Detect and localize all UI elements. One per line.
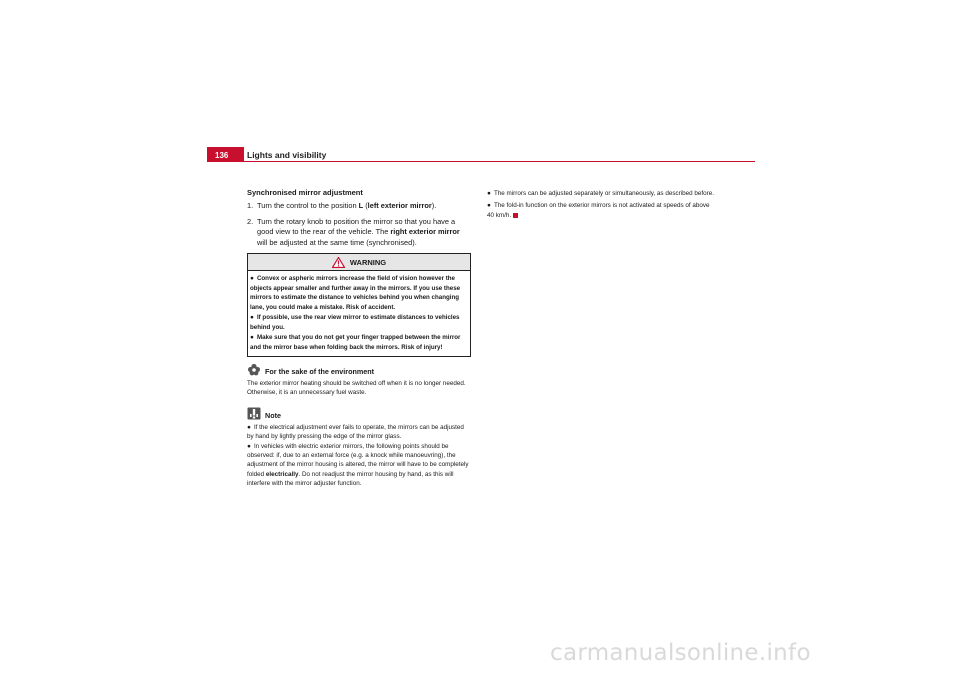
step-number: 2. — [247, 216, 254, 226]
note-item-text: . Do not readjust the mirror housing by hand, as this will interfere with the mirror adjuster function. — [247, 470, 454, 488]
warning-item-text: If possible, use the rear view mirror to estimate distances to vehicles behind you. — [250, 314, 460, 331]
left-column — [247, 188, 471, 489]
step-number: 1. — [247, 201, 254, 210]
list-item — [487, 189, 715, 198]
warning-header — [248, 254, 470, 271]
header-rule — [207, 161, 755, 162]
warning-body — [248, 271, 470, 356]
bullet-icon: ● — [487, 190, 491, 197]
step-bold: L — [358, 201, 364, 210]
section-end-icon — [513, 213, 518, 218]
bullet-icon: ● — [250, 314, 254, 321]
step-item — [247, 201, 471, 212]
running-title: Lights and visibility — [247, 150, 327, 160]
bullet-icon: ● — [247, 423, 251, 431]
step-item — [247, 217, 471, 249]
step-text: ( — [363, 201, 368, 210]
steps-list — [247, 201, 471, 248]
watermark: carmanualsonline.info — [550, 640, 811, 666]
bullet-icon: ● — [247, 442, 251, 450]
step-text: Turn the rotary knob to position the mirror so that you have a good view to the rear of the vehicle. The — [257, 216, 456, 236]
section-title: Synchronised mirror adjustment — [247, 188, 363, 197]
note-item-bold: electrically — [265, 470, 299, 478]
warning-item-text: Make sure that you do not get your finger trapped between the mirror and the mirror base when folding back the mirrors. Risk of injury! — [250, 334, 461, 351]
note-title: Note — [265, 410, 281, 420]
step-text: will be adjusted at the same time (synchronised). — [257, 237, 417, 247]
note-icon — [247, 407, 261, 420]
step-bold: right exterior mirror — [390, 227, 460, 236]
list-item-text: The fold-in function on the exterior mirrors is not activated at speeds of above 40 km/h. — [487, 202, 710, 219]
note-item — [247, 423, 471, 442]
bullet-icon: ● — [250, 275, 254, 282]
bullet-icon: ● — [250, 334, 254, 341]
warning-item — [250, 333, 468, 352]
note-heading — [247, 407, 471, 420]
warning-label: WARNING — [349, 257, 387, 267]
environment-heading — [247, 363, 471, 376]
step-bold: left exterior mirror — [367, 201, 432, 210]
warning-triangle-icon — [332, 257, 345, 268]
note-item-text: If the electrical adjustment ever fails to operate, the mirrors can be adjusted by hand by lightly pressing the edge of the mirror glass. — [247, 423, 464, 441]
bullet-icon: ● — [487, 202, 491, 210]
warning-box — [247, 253, 471, 357]
warning-item — [250, 313, 468, 332]
step-text: ). — [431, 201, 437, 210]
warning-item-text: Convex or aspheric mirrors increase the field of vision however the objects appear smaller and further away in the mirrors. If you use these mirrors to estimate the distance to vehicles behind you when changing lane, you could make a mistake. Risk of accident. — [250, 275, 461, 311]
list-item — [487, 201, 715, 220]
page-number: 136 — [207, 147, 244, 162]
right-column — [487, 189, 715, 223]
note-item-text: In vehicles with electric exterior mirrors, the following points should be observed: if, due to an external force (e.g. a knock while manoeuvring), the adjustment of the mirror housing is altered, the mirror will have to be completely folded — [247, 442, 469, 478]
environment-text: The exterior mirror heating should be switched off when it is no longer needed. Otherwise, it is an unnecessary fuel waste. — [247, 380, 466, 397]
step-text: Turn the control to the position — [257, 201, 359, 210]
list-item-text: The mirrors can be adjusted separately or simultaneously, as described before. — [493, 190, 714, 197]
note-item — [247, 442, 471, 489]
warning-item — [250, 274, 468, 312]
flower-icon — [247, 363, 261, 376]
environment-title: For the sake of the environment — [265, 367, 375, 376]
